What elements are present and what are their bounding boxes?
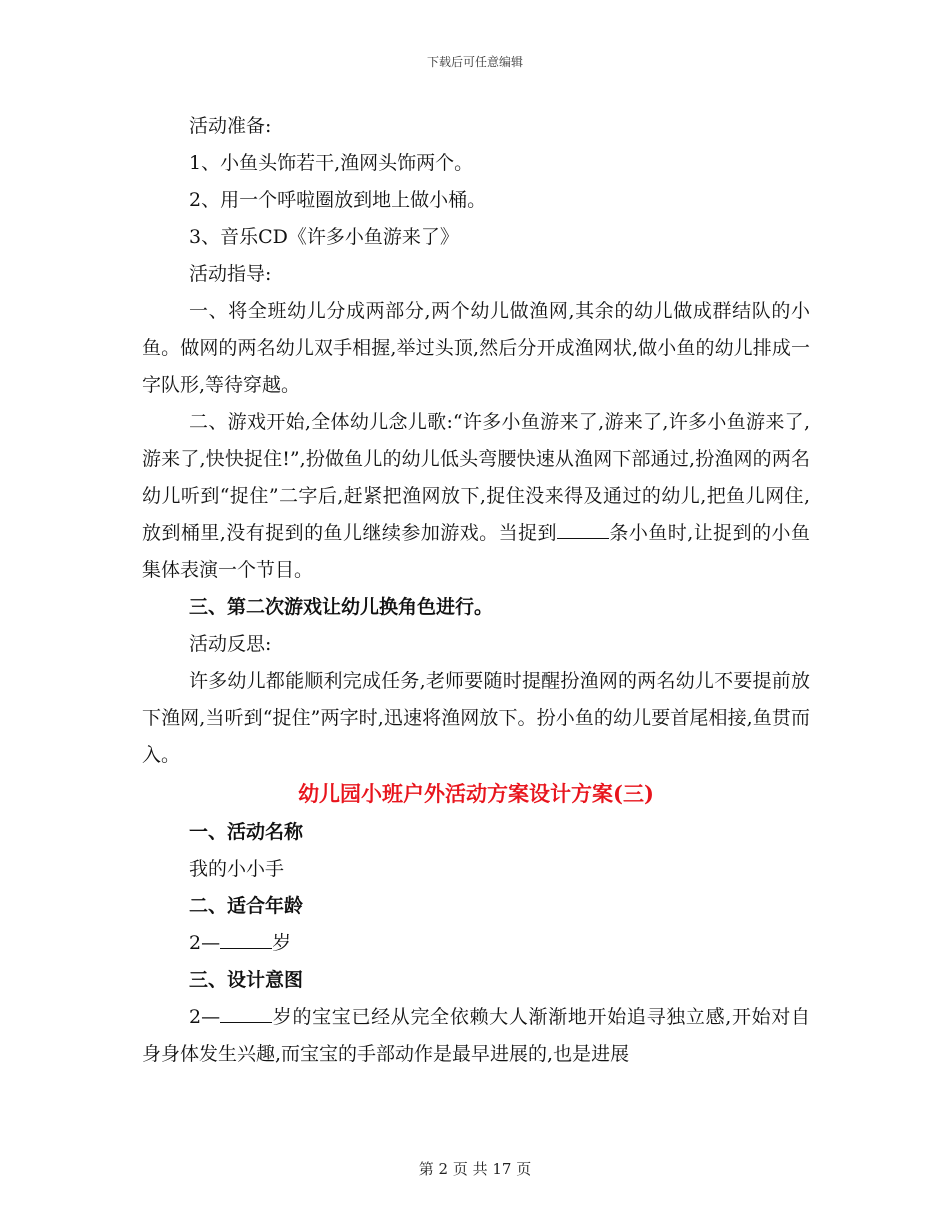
guide-paragraph-2-text: 二、游戏开始,全体幼儿念儿歌:“许多小鱼游来了,游来了,许多小鱼游来了,游来了,快快捉住!”,扮做鱼儿的幼儿低头弯腰快速从渔网下部通过,扮渔网的两名幼儿听到“捉住”二字后,赶紧把渔网放下,捉住没来得及通过的幼儿,把鱼儿网住,放到桶里,没有捉到的鱼儿继续参加游戏。当捉到 <box>142 411 810 544</box>
header-note: 下载后可任意编辑 <box>426 55 523 69</box>
prep-heading: 活动准备: <box>189 115 272 137</box>
section-title: 幼儿园小班户外活动方案设计方案(三) <box>298 781 654 806</box>
reflect-paragraph: 许多幼儿都能顺利完成任务,老师要随时提醒扮渔网的两名幼儿不要提前放下渔网,当听到“捉住”两字时,迅速将渔网放下。扮小鱼的幼儿要首尾相接,鱼贯而入。 <box>142 670 810 766</box>
intent-prefix: 2— <box>189 1006 221 1028</box>
document-body <box>142 108 810 1073</box>
guide-paragraph-2 <box>142 404 810 589</box>
prep-item-3: 3、音乐CD《许多小鱼游来了》 <box>189 226 459 248</box>
intent-heading: 三、设计意图 <box>189 969 304 991</box>
age-heading: 二、适合年龄 <box>189 895 304 917</box>
guide-heading: 活动指导: <box>189 263 272 285</box>
age-value <box>142 925 810 962</box>
guide-paragraph-2-end: 条小鱼时,让捉到的小鱼集体表演一个节目。 <box>142 522 810 581</box>
prep-item-1: 1、小鱼头饰若干,渔网头饰两个。 <box>189 152 474 174</box>
activity-name-value: 我的小小手 <box>189 858 285 880</box>
age-prefix: 2— <box>189 932 221 954</box>
reflect-heading: 活动反思: <box>189 633 272 655</box>
page-number: 第 2 页 共 17 页 <box>418 1160 532 1178</box>
age-suffix: 岁 <box>272 932 292 954</box>
fill-in-blank <box>557 520 609 539</box>
intent-body: 岁的宝宝已经从完全依赖大人渐渐地开始追寻独立感,开始对自身身体发生兴趣,而宝宝的手部动作是最早进展的,也是进展 <box>142 1006 810 1065</box>
guide-paragraph-3: 三、第二次游戏让幼儿换角色进行。 <box>189 596 494 618</box>
prep-item-2: 2、用一个呼啦圈放到地上做小桶。 <box>189 189 487 211</box>
intent-paragraph <box>142 999 810 1073</box>
age-blank <box>220 930 272 949</box>
intent-blank <box>220 1004 272 1023</box>
activity-name-heading: 一、活动名称 <box>189 821 304 843</box>
guide-paragraph-1: 一、将全班幼儿分成两部分,两个幼儿做渔网,其余的幼儿做成群结队的小鱼。做网的两名幼儿双手相握,举过头顶,然后分开成渔网状,做小鱼的幼儿排成一字队形,等待穿越。 <box>142 300 810 396</box>
